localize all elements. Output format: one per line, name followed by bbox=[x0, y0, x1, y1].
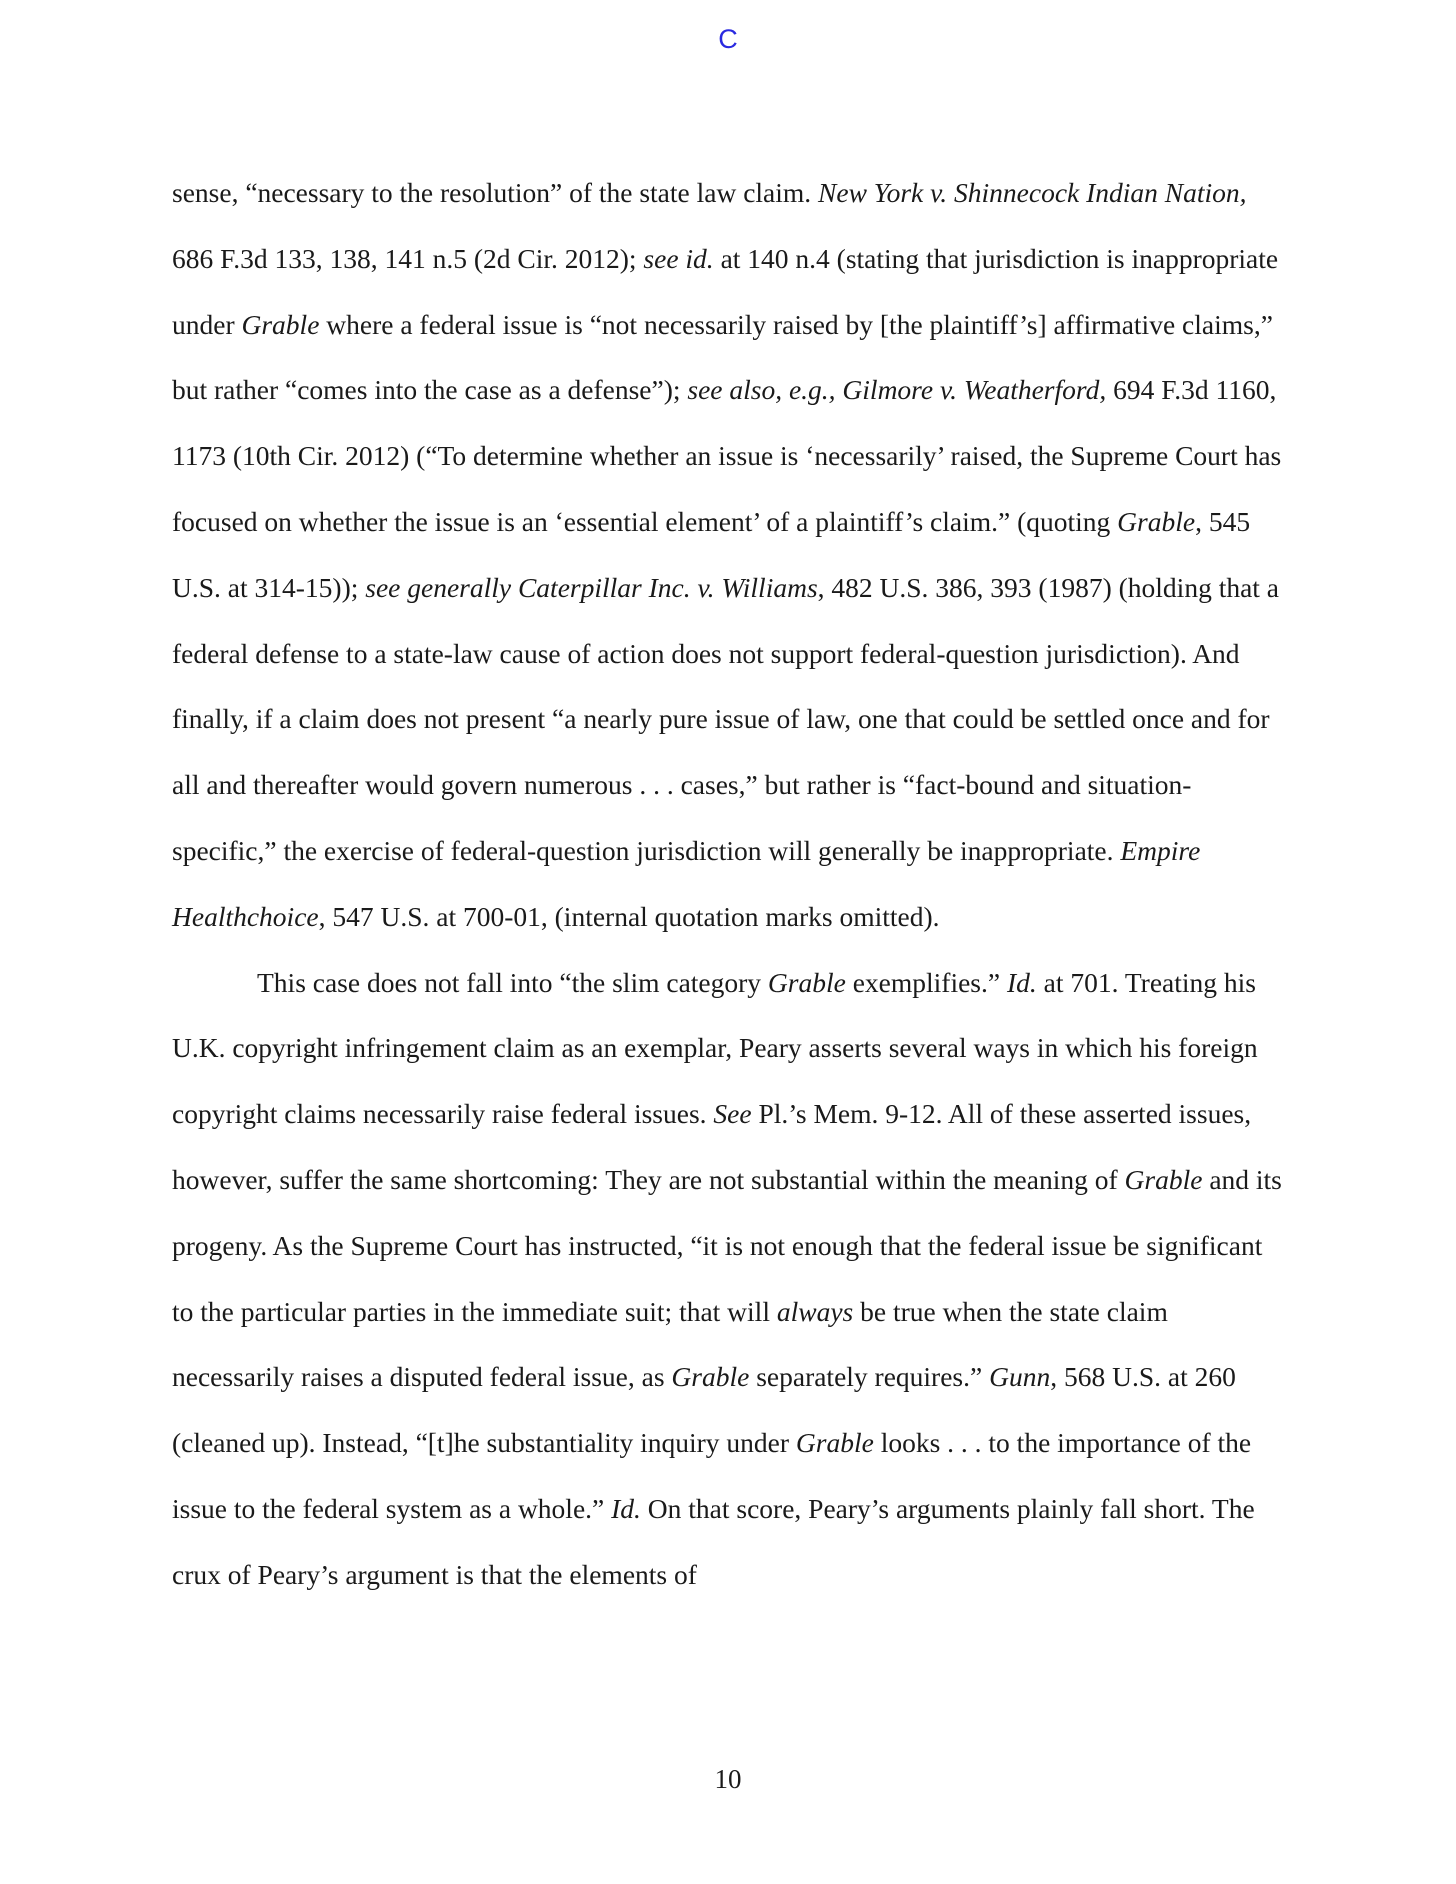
signal: see id. bbox=[643, 242, 714, 274]
signal: Id. bbox=[611, 1492, 641, 1524]
case-citation: see also, e.g., Gilmore v. Weatherford, bbox=[687, 374, 1107, 406]
signal: See bbox=[713, 1098, 752, 1130]
case-citation: Grable bbox=[1124, 1163, 1203, 1195]
paragraph-1 bbox=[172, 160, 1284, 950]
case-citation: Gunn bbox=[989, 1361, 1051, 1393]
text: , 568 U.S. at 260 (cleaned up). Instead, “[t]he substantiality inquiry under bbox=[172, 1361, 1236, 1459]
case-citation: Grable bbox=[767, 966, 846, 998]
emphasis: always bbox=[776, 1295, 854, 1327]
text: and its progeny. As the Supreme Court has instructed, “it is not enough that the federal issue be significant to the particular parties in the immediate suit; that will bbox=[172, 1163, 1282, 1327]
header-mark: C bbox=[718, 24, 738, 54]
body-text bbox=[172, 160, 1284, 1608]
text: , 545 U.S. at 314-15)); bbox=[172, 505, 1251, 603]
text: looks . . . to the importance of the issue to the federal system as a whole.” bbox=[172, 1427, 1252, 1524]
text: , 547 U.S. at 700-01, (internal quotation marks omitted). bbox=[318, 900, 940, 932]
text: at 140 n.4 (stating that jurisdiction is inappropriate under bbox=[172, 242, 1279, 340]
text: 686 F.3d 133, 138, 141 n.5 (2d Cir. 2012); bbox=[172, 242, 637, 274]
case-citation: Grable bbox=[795, 1427, 874, 1459]
case-citation: Grable bbox=[1117, 505, 1196, 537]
text: sense, “necessary to the resolution” of the state law claim. bbox=[172, 177, 812, 208]
text: Pl.’s Mem. 9-12. All of these asserted issues, however, suffer the same shortcoming: They are not substantial within the meaning of bbox=[172, 1098, 1252, 1195]
text: On that score, Peary’s arguments plainly fall short. The crux of Peary’s argument is that the elements of bbox=[172, 1492, 1255, 1590]
page-number: 10 bbox=[714, 1764, 742, 1794]
text: , 482 U.S. 386, 393 (1987) (holding that a federal defense to a state-law cause of action does not support federal-question jurisdiction). And finally, if a claim does not present “a nearly pure issue of law, one that could be settled once and for all and thereafter would govern numerous . . . cases,” but rather is “fact-bound and situation-specific,” the exercise of federal-question jurisdiction will generally be inappropriate. bbox=[172, 571, 1280, 866]
text: This case does not fall into “the slim category bbox=[257, 966, 762, 998]
text: where a federal issue is “not necessarily raised by [the plaintiff’s] affirmative claims,” but rather “comes into the case as a defense”); bbox=[172, 308, 1273, 406]
text: exemplifies.” bbox=[852, 966, 1001, 998]
case-citation: see generally Caterpillar Inc. v. Williams bbox=[365, 571, 818, 603]
case-citation: Empire Healthchoice bbox=[172, 834, 1201, 932]
case-citation: Grable bbox=[241, 308, 320, 340]
text: 694 F.3d 1160, 1173 (10th Cir. 2012) (“To determine whether an issue is ‘necessarily’ raised, the Supreme Court has focused on whether the issue is an ‘essential element’ of a plaintiff’s claim.” (quoting bbox=[172, 374, 1282, 537]
case-citation: New York v. Shinnecock Indian Nation, bbox=[818, 177, 1247, 208]
text: separately requires.” bbox=[756, 1361, 983, 1393]
signal: Id. bbox=[1006, 966, 1037, 998]
case-citation: Grable bbox=[671, 1361, 750, 1393]
text: at 701. Treating his U.K. copyright infringement claim as an exemplar, Peary asserts several ways in which his foreign copyright claims necessarily raise federal issues. bbox=[172, 966, 1258, 1130]
text: be true when the state claim necessarily raises a disputed federal issue, as bbox=[172, 1295, 1168, 1393]
paragraph-2 bbox=[172, 950, 1284, 1608]
